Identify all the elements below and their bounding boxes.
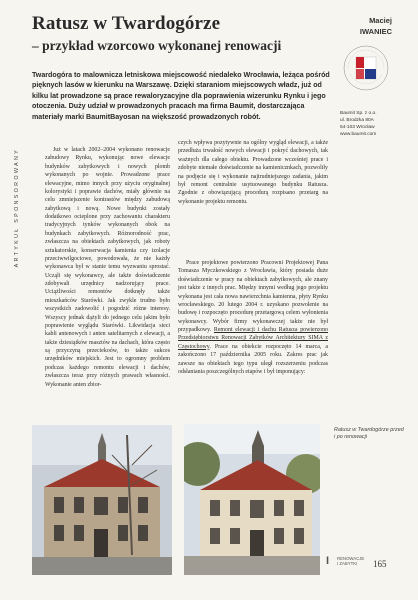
company-website: www.baumit.com (340, 132, 377, 137)
magazine-mark: I (326, 555, 330, 567)
author-name (340, 15, 392, 37)
body-paragraph: czych wpływa pozytywnie na ogólny wygląd elewacji, a także przedłuża trwałość nowych elewacji i pokryć dachowych, tak ważnych dla całego obiektu. Prowadzone wcześniej prace i zdobyte niemałe doświadczenie na kamienicznkach, pozwoliły na podjęcie się i wykonanie najtrudniejszego zadania, jakim był remont centralnie usytuowanego budynku Ratusza. Zgodnie z obowiązującą procedurą rozpisano przetarg na wykonanie projektu remontu. (178, 140, 328, 205)
page-number: 165 (373, 559, 387, 569)
author-last-name: IWANIEC (359, 27, 392, 36)
body-column-right-bottom (178, 259, 328, 376)
company-city: 54-103 Wrocław (340, 125, 375, 130)
underlined-contractor-text: Remont elewacji i dachu Ratusza powierzono Przedsiębiorstwu Renowacji Zabytków Architektury SIMA z Częstochowy (178, 327, 329, 350)
body-column-left (45, 146, 170, 389)
photo-town-hall-after (184, 424, 320, 575)
article-subtitle: – przykład wzorcowo wykonanej renowacji (32, 38, 282, 53)
company-street: ul. Brodzka 80A (340, 118, 374, 123)
photo-caption: Ratusz w Twardogórze przed i po renowacji (334, 427, 404, 441)
body-paragraph: Już w latach 2002–2004 wykonano renowacje zabudowy Rynku, wykonując nowe elewacje budynków zabytkowych i nowych plomb wykonanych po wojnie. Prowadzone prace elewacyjne, mimo innych przy użyciu oryginalnej kolorystyki i poprawie dachów, miały głównie na celu zmniejszenie kontrastów między zabudową zabytkową i nową. Nowe budynki zostały dodatkowo ocieplone przy zachowaniu charakteru tradycyjnych tynków wykonanych obok na budynkach zabytkowych. Różnorodność prac, zwłaszcza na obiektach zabytkowych, jak roboty sztukatorskie, konserwacja kamienia czy izolacje przeciwwilgociowe, powodowała, że nie każdy wykonawca był w stanie temu wyzwaniu sprostać. Ucząli się wykonawcy, ale także doświadczenie zdobywali urzędnicy nadzorujący prace. Uciążliwości remontów dotknęły także mieszkańców Starówki. Jak zwykle trudno było wszystkich zadowolić i pogodzić różne interesy. Wszyscy jednak dążyli do jednego celu jakim było poprawienie wyglądu Starówki. Likwidacja sieci kabli antenowych i anten satelitarnych z elewacji, a także dziesiątków masztów na dachach, która często są przyczyną przeciekoów, to także sukces urzędników miejskich. Jest to ogromny problem podczas każdego remontu elewacji i dachów, zwłaszcza teraz przy różnych prawach własności. Wykonanie anten zbior- (45, 147, 170, 388)
baumit-bayosan-logo (342, 44, 390, 92)
company-name: Baumit Sp. z o.o. (340, 111, 377, 116)
article-title: Ratusz w Twardogórze (32, 13, 221, 34)
sponsored-article-label: ARTYKUŁ SPONSOROWANY (14, 148, 20, 268)
article-lead: Twardogóra to malownicza letniskowa miejscowość niedaleko Wrocławia, leżąca pośród pięknych lasów w kierunku na Warszawę. Dzięki staraniom miejscowych władz, już od kilku lat prowadzone są prace rewaloryzacyjne dla poprawienia wizerunku Rynku i jego otoczenia. Duży udział w prowadzonych pracach ma firma Baumit, dostarczająca materiały marki BaumitBayosan na większość prowadzonych robót. (32, 71, 330, 121)
company-address (340, 110, 400, 138)
magazine-name: RENOWACJE I ZABYTKI (337, 556, 365, 567)
author-first-name: Maciej (369, 16, 392, 25)
photo-town-hall-before (32, 425, 172, 575)
body-paragraph: Prace projektowe powierzono Pracowni Projektowej Pana Tomasza Myczkowskiego z Wrocławia, który posiada duże doświadczenie w pracy na obiektach zabytkowych, ale znany jest także z innych prac. Między innymi według jego projektu wykonana jest cała nowa nawierzchnia kamienna, płyty Rynku wrocławskiego. 20 lutego 2004 r. uzyskano pozwolenie na budowę i rozpoczęto procedurę przetargową celem wyłonienia wykonawcy. Wybór firmy wykonawczej także nie był przypadkowy. Remont elewacji i dachu Ratusza powierzono Przedsiębiorstwu Renowacji Zabytków Architektury SIMA z Częstochowy. Prace na obiekcie rozpoczęto 14 marca, a zakończono 17 października 2005 roku. Zakres prac jak zawsze na obiektach tego typu uległ rozszerzeniu podczas odsłaniania poszczególnych etapów i był imponujący: (178, 260, 329, 375)
body-column-right-top (178, 139, 328, 206)
